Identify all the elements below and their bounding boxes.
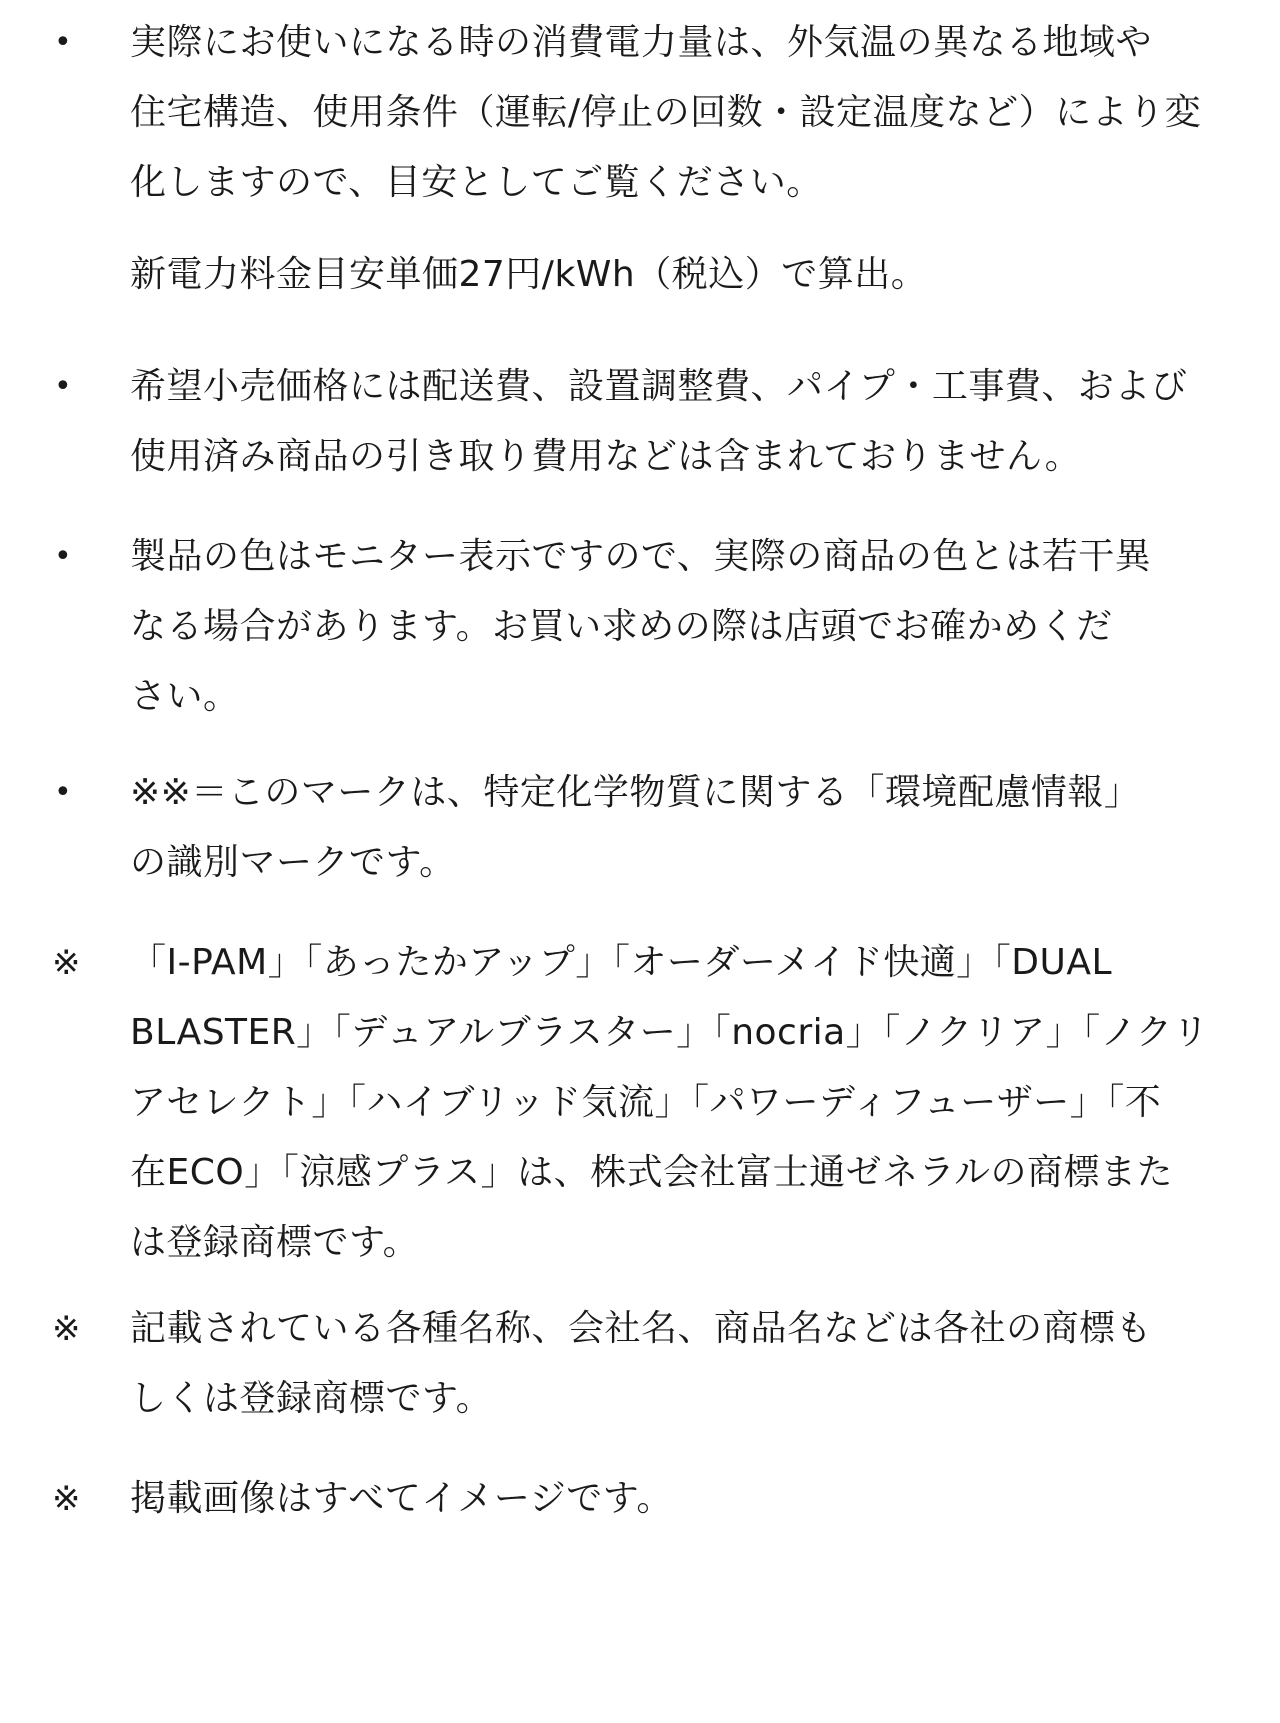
note-line: 希望小売価格には配送費、設置調整費、パイプ・工事費、および xyxy=(130,366,1188,407)
asterisk-marker: ※ xyxy=(52,1309,81,1349)
note-line: の識別マークです。 xyxy=(130,842,456,883)
note-line: さい。 xyxy=(130,676,240,717)
note-text xyxy=(130,758,1235,898)
note-line: 記載されている各種名称、会社名、商品名などは各社の商標も xyxy=(130,1308,1153,1349)
note-text xyxy=(130,1294,1235,1434)
note-line: 化しますので、目安としてご覧ください。 xyxy=(130,162,823,203)
asterisk-marker: ※ xyxy=(52,1479,81,1519)
asterisk-marker: ※ xyxy=(52,943,81,983)
note-line: しくは登録商標です。 xyxy=(130,1378,493,1419)
note-text xyxy=(130,1464,1235,1534)
note-line: ※※＝このマークは、特定化学物質に関する「環境配慮情報」 xyxy=(130,772,1141,813)
note-text xyxy=(130,8,1235,218)
note-line: 「I-PAM」「あったかアップ」「オーダーメイド快適」「DUAL xyxy=(130,942,1113,983)
note-line: 新電力料金目安単価27円/kWh（税込）で算出。 xyxy=(130,254,928,295)
note-line: 在ECO」「涼感プラス」は、株式会社富士通ゼネラルの商標また xyxy=(130,1152,1174,1193)
note-line: 使用済み商品の引き取り費用などは含まれておりません。 xyxy=(130,436,1082,477)
note-text xyxy=(130,352,1235,492)
note-line: 実際にお使いになる時の消費電力量は、外気温の異なる地域や xyxy=(130,22,1153,63)
bullet-marker: • xyxy=(54,369,72,404)
note-line: 住宅構造、使用条件（運転/停止の回数・設定温度など）により変 xyxy=(130,92,1202,133)
bullet-marker: • xyxy=(54,539,72,574)
note-line: 製品の色はモニター表示ですので、実際の商品の色とは若干異 xyxy=(130,536,1152,577)
bullet-marker: • xyxy=(54,775,72,810)
bullet-marker: • xyxy=(54,25,72,60)
note-line: アセレクト」「ハイブリッド気流」「パワーディフューザー」「不 xyxy=(130,1082,1162,1123)
note-text xyxy=(130,522,1235,732)
note-line: は登録商標です。 xyxy=(130,1222,420,1263)
note-text xyxy=(130,928,1235,1278)
note-line: 掲載画像はすべてイメージです。 xyxy=(130,1478,673,1519)
note-text xyxy=(130,240,1235,310)
note-line: BLASTER」「デュアルブラスター」「nocria」「ノクリア」「ノクリ xyxy=(130,1012,1210,1053)
note-line: なる場合があります。お買い求めの際は店頭でお確かめくだ xyxy=(130,606,1113,647)
